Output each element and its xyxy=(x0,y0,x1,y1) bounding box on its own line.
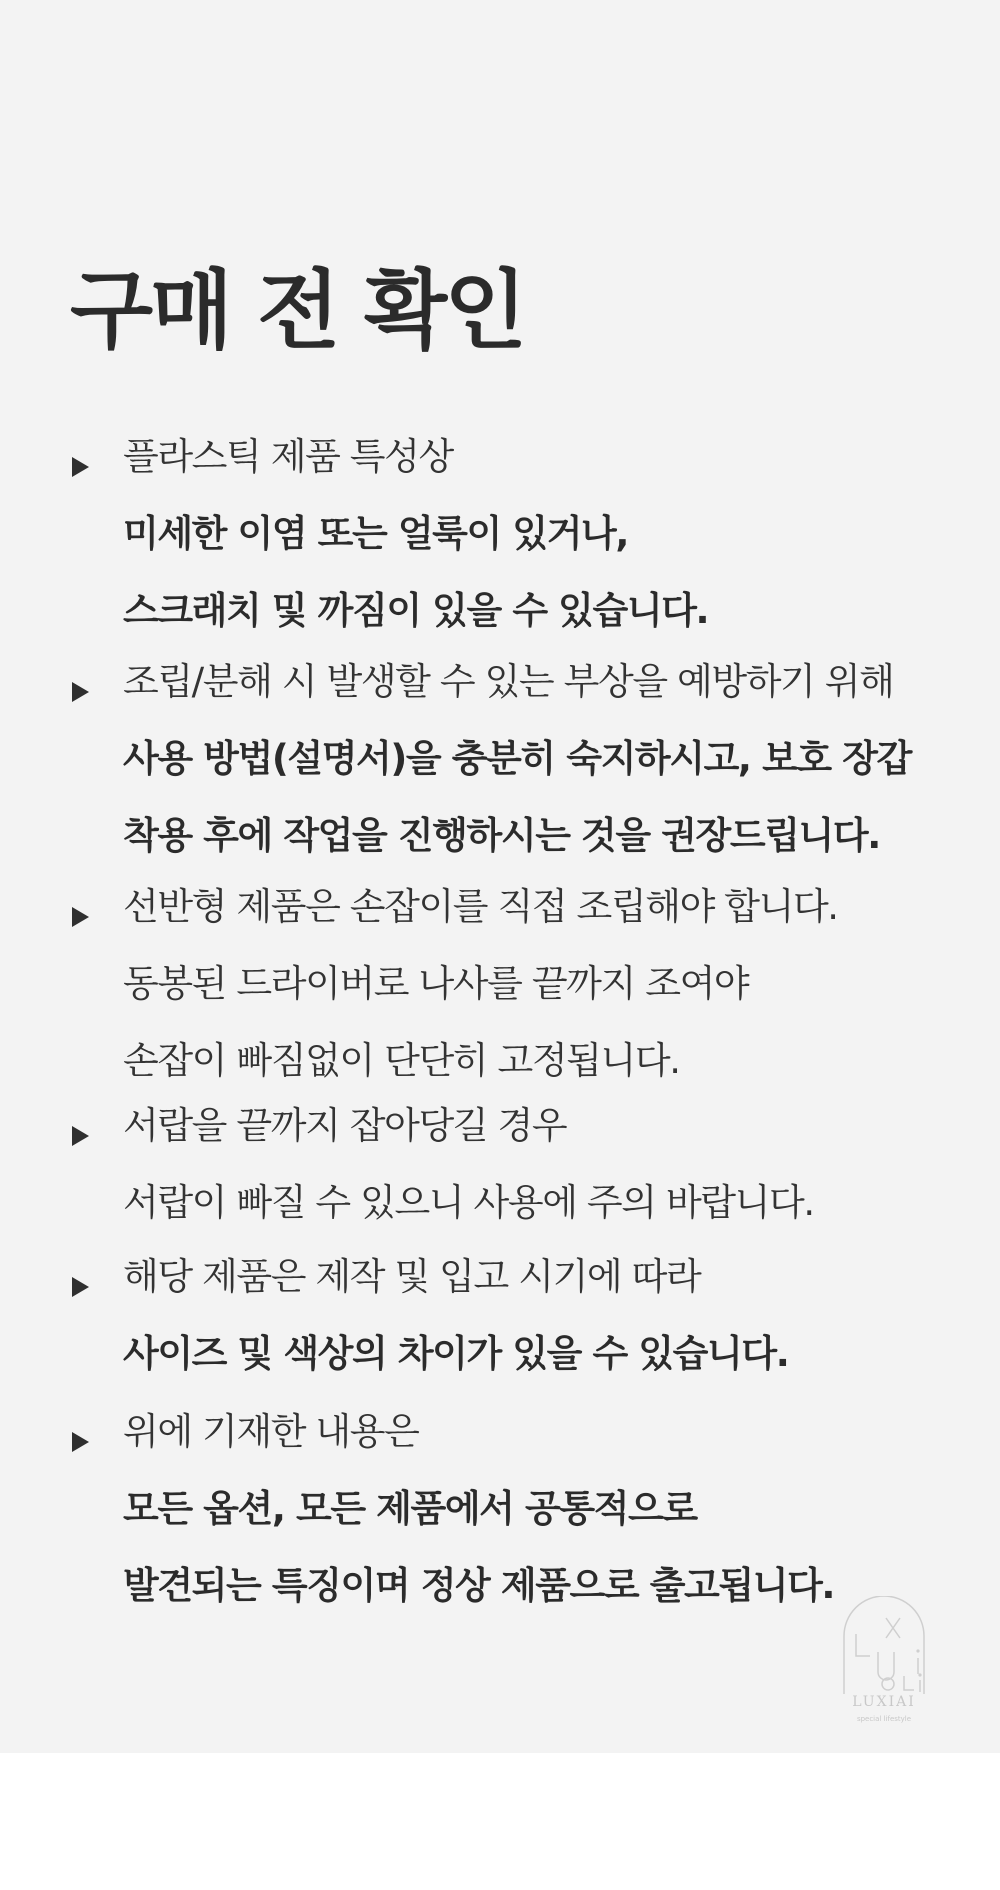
notice-line: 미세한 이염 또는 얼룩이 있거나, xyxy=(123,512,629,555)
brand-name: LUXIAI xyxy=(852,1694,916,1710)
page-title: 구매 전 확인 xyxy=(70,261,525,361)
bullet-arrow-icon xyxy=(72,457,89,477)
notice-text xyxy=(123,1104,814,1258)
notice-line: 서랍이 빠질 수 있으니 사용에 주의 바랍니다. xyxy=(123,1181,814,1224)
notice-line: 스크래치 및 까짐이 있을 수 있습니다. xyxy=(123,589,709,632)
notice-text xyxy=(123,885,838,1116)
notice-line: 선반형 제품은 손잡이를 직접 조립해야 합니다. xyxy=(123,885,838,928)
bullet-arrow-icon xyxy=(72,682,89,702)
arch-logo-icon xyxy=(834,1596,934,1696)
notice-line: 모든 옵션, 모든 제품에서 공통적으로 xyxy=(123,1487,697,1530)
notice-line: 위에 기재한 내용은 xyxy=(123,1410,419,1453)
notice-line: 해당 제품은 제작 및 입고 시기에 따라 xyxy=(123,1255,701,1298)
brand-logo xyxy=(834,1596,934,1731)
bullet-arrow-icon xyxy=(72,1432,89,1452)
notice-text xyxy=(123,435,708,666)
notice-text xyxy=(123,1410,834,1641)
bullet-arrow-icon xyxy=(72,1277,89,1297)
notice-line: 플라스틱 제품 특성상 xyxy=(123,435,453,478)
notice-line: 서랍을 끝까지 잡아당길 경우 xyxy=(123,1104,567,1147)
notice-line: 사용 방법(설명서)을 충분히 숙지하시고, 보호 장갑 xyxy=(123,737,911,780)
notice-line: 동봉된 드라이버로 나사를 끝까지 조여야 xyxy=(123,962,749,1005)
notice-text xyxy=(123,1255,788,1409)
bullet-arrow-icon xyxy=(72,1126,89,1146)
bullet-arrow-icon xyxy=(72,907,89,927)
notice-line: 사이즈 및 색상의 차이가 있을 수 있습니다. xyxy=(123,1332,789,1375)
notice-text xyxy=(123,660,911,891)
notice-line: 착용 후에 작업을 진행하시는 것을 권장드립니다. xyxy=(123,814,880,857)
notice-line: 손잡이 빠짐없이 단단히 고정됩니다. xyxy=(123,1039,680,1082)
brand-tagline: special lifestyle xyxy=(856,1715,912,1723)
notice-line: 발견되는 특징이며 정상 제품으로 출고됩니다. xyxy=(123,1564,835,1607)
notice-line: 조립/분해 시 발생할 수 있는 부상을 예방하기 위해 xyxy=(123,660,894,703)
